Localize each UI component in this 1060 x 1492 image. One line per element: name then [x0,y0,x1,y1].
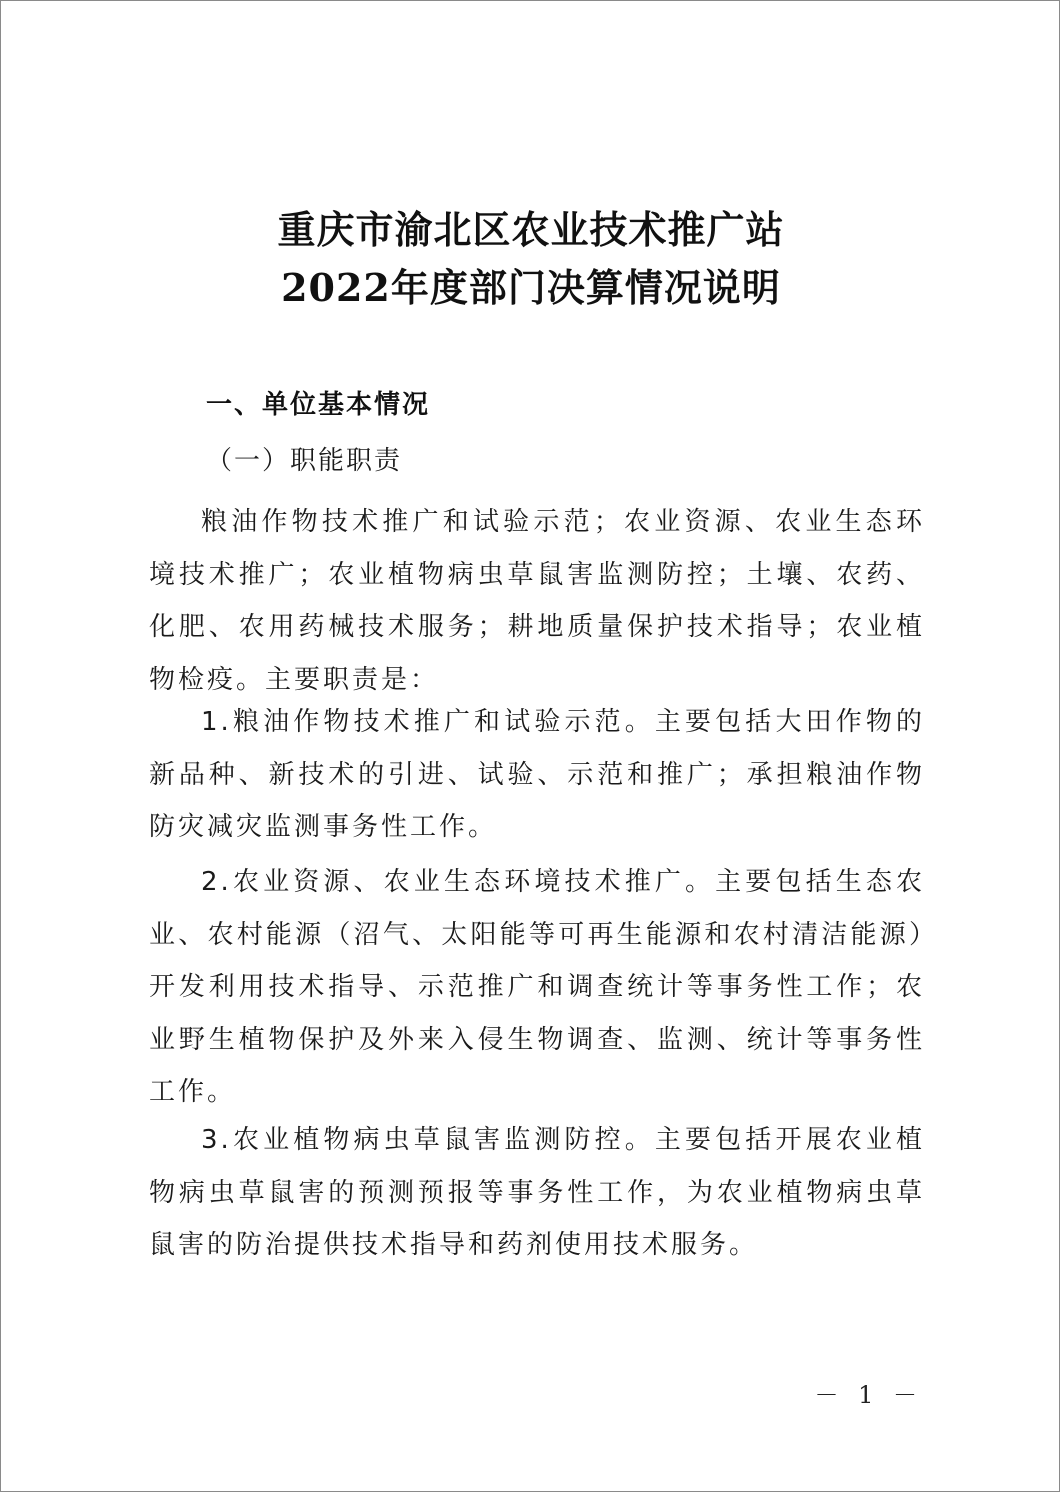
paragraph-overview: 粮油作物技术推广和试验示范；农业资源、农业生态环境技术推广；农业植物病虫草鼠害监测防控；土壤、农药、化肥、农用药械技术服务；耕地质量保护技术指导；农业植物检疫。主要职责是： [149,507,925,695]
page-number: － 1 － [814,1381,923,1409]
paragraph-duty-2: 2.农业资源、农业生态环境技术推广。主要包括生态农业、农村能源（沼气、太阳能等可再生能源和农村清洁能源）开发利用技术指导、示范推广和调查统计等事务性工作；农业野生植物保护及外来入侵生物调查、监测、统计等事务性工作。 [149,867,925,1107]
subsection-heading-functions: （一）职能职责 [206,446,403,476]
paragraph-duty-1: 1.粮油作物技术推广和试验示范。主要包括大田作物的新品种、新技术的引进、试验、示范和推广；承担粮油作物防灾减灾监测事务性工作。 [149,707,925,842]
paragraph-duty-3: 3.农业植物病虫草鼠害监测防控。主要包括开展农业植物病虫草鼠害的预测预报等事务性工作，为农业植物病虫草鼠害的防治提供技术指导和药剂使用技术服务。 [149,1125,925,1260]
title-line-2: 2022年度部门决算情况说明 [281,265,781,310]
title-line-1: 重庆市渝北区农业技术推广站 [277,207,785,252]
document-title [1,201,1060,317]
section-heading-basic-info: 一、单位基本情况 [206,390,431,420]
